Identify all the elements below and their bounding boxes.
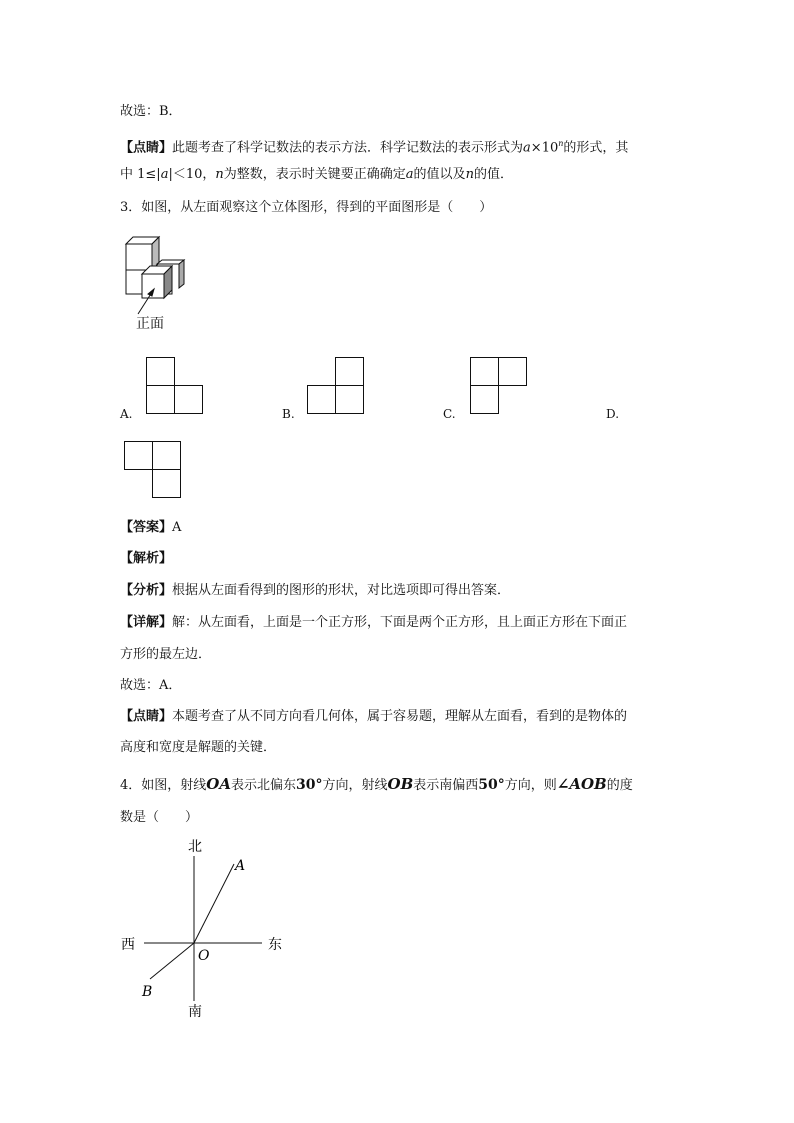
option-a-figure <box>146 357 204 415</box>
option-b-figure <box>307 357 365 415</box>
east-label: 东 <box>268 937 282 953</box>
deg-50: 50° <box>478 777 505 793</box>
comment-tag: 【点睛】 <box>120 140 173 156</box>
south-label: 南 <box>188 1004 202 1020</box>
text-seg: 4．如图，射线 <box>120 778 207 793</box>
q3-comment-line-2: 高度和宽度是解题的关键． <box>120 740 277 755</box>
comment-text: 本题考查了从不同方向看几何体，属于容易题，理解从左面看，看到的是物体的 <box>172 709 628 724</box>
ray-ob: OB <box>387 775 414 793</box>
fenxi-tag: 【分析】 <box>120 583 173 598</box>
times-ten: ×10 <box>530 140 559 156</box>
q3-analysis-tag: 【解析】 <box>120 551 173 566</box>
point-a-label: A <box>235 858 246 874</box>
point-b-label: B <box>142 984 153 1000</box>
q4-compass-figure <box>118 836 298 1021</box>
front-label: 正面 <box>136 316 164 332</box>
var-n: n <box>215 167 224 182</box>
option-d-figure <box>124 441 182 499</box>
var-n-exp: n <box>558 139 564 148</box>
option-c-label: C. <box>443 407 456 421</box>
var-a: a <box>523 140 531 156</box>
text-seg: 的值以及 <box>413 167 466 182</box>
fenxi-text: 根据从左面看得到的图形的形状，对比选项即可得出答案． <box>172 583 511 598</box>
q3-choice-line: 故选：A． <box>120 678 182 693</box>
var-a: a <box>405 167 414 182</box>
choice-line-q2: 故选：B． <box>120 104 182 119</box>
text-seg: 中 1≤| <box>120 167 161 182</box>
angle-aob: ∠AOB <box>556 775 607 793</box>
var-n: n <box>465 167 474 182</box>
option-c-figure <box>470 357 528 415</box>
point-o-label: O <box>198 948 210 964</box>
text-seg: |＜10， <box>168 167 216 182</box>
option-b-label: B. <box>282 407 295 421</box>
text-seg: 为整数，表示时关键要正确确定 <box>223 167 406 182</box>
q4-stem-line-2: 数是（ ） <box>120 810 199 825</box>
q3-comment-line-1 <box>120 707 627 727</box>
deg-30: 30° <box>296 777 323 793</box>
answer-value: A <box>172 520 182 535</box>
var-a: a <box>160 167 169 182</box>
detail-tag: 【详解】 <box>120 615 173 630</box>
comment-text-end: 的形式，其 <box>563 140 629 156</box>
option-a-label: A. <box>120 407 133 421</box>
ray-oa-line <box>194 864 234 943</box>
comment-line-q2-1 <box>120 134 628 158</box>
text-seg: 的值． <box>473 167 513 182</box>
q3-answer-line <box>120 518 181 538</box>
ray-oa: OA <box>206 775 231 793</box>
option-d-label: D. <box>606 407 620 421</box>
north-label: 北 <box>188 839 202 855</box>
q4-stem-line-1 <box>120 774 633 796</box>
comment-line-q2-2 <box>120 165 513 185</box>
comment-text: 此题考查了科学记数法的表示方法．科学记数法的表示形式为 <box>172 140 524 156</box>
west-label: 西 <box>121 937 135 953</box>
comment-tag: 【点睛】 <box>120 709 173 724</box>
text-seg: 的度 <box>606 778 633 793</box>
answer-tag: 【答案】 <box>120 520 173 535</box>
text-seg: 表示南偏西 <box>413 778 479 793</box>
ray-ob-line <box>150 943 194 979</box>
text-seg: 表示北偏东 <box>231 778 297 793</box>
text-seg: 方向，射线 <box>322 778 388 793</box>
text-seg: 方向，则 <box>504 778 557 793</box>
q3-fenxi-line <box>120 581 510 601</box>
detail-text: 解：从左面看，上面是一个正方形，下面是两个正方形，且上面正方形在下面正 <box>172 615 628 630</box>
q3-stem: 3．如图，从左面观察这个立体图形，得到的平面图形是（ ） <box>120 200 493 215</box>
q3-detail-line-1 <box>120 613 627 633</box>
q3-detail-line-2: 方形的最左边． <box>120 647 212 662</box>
